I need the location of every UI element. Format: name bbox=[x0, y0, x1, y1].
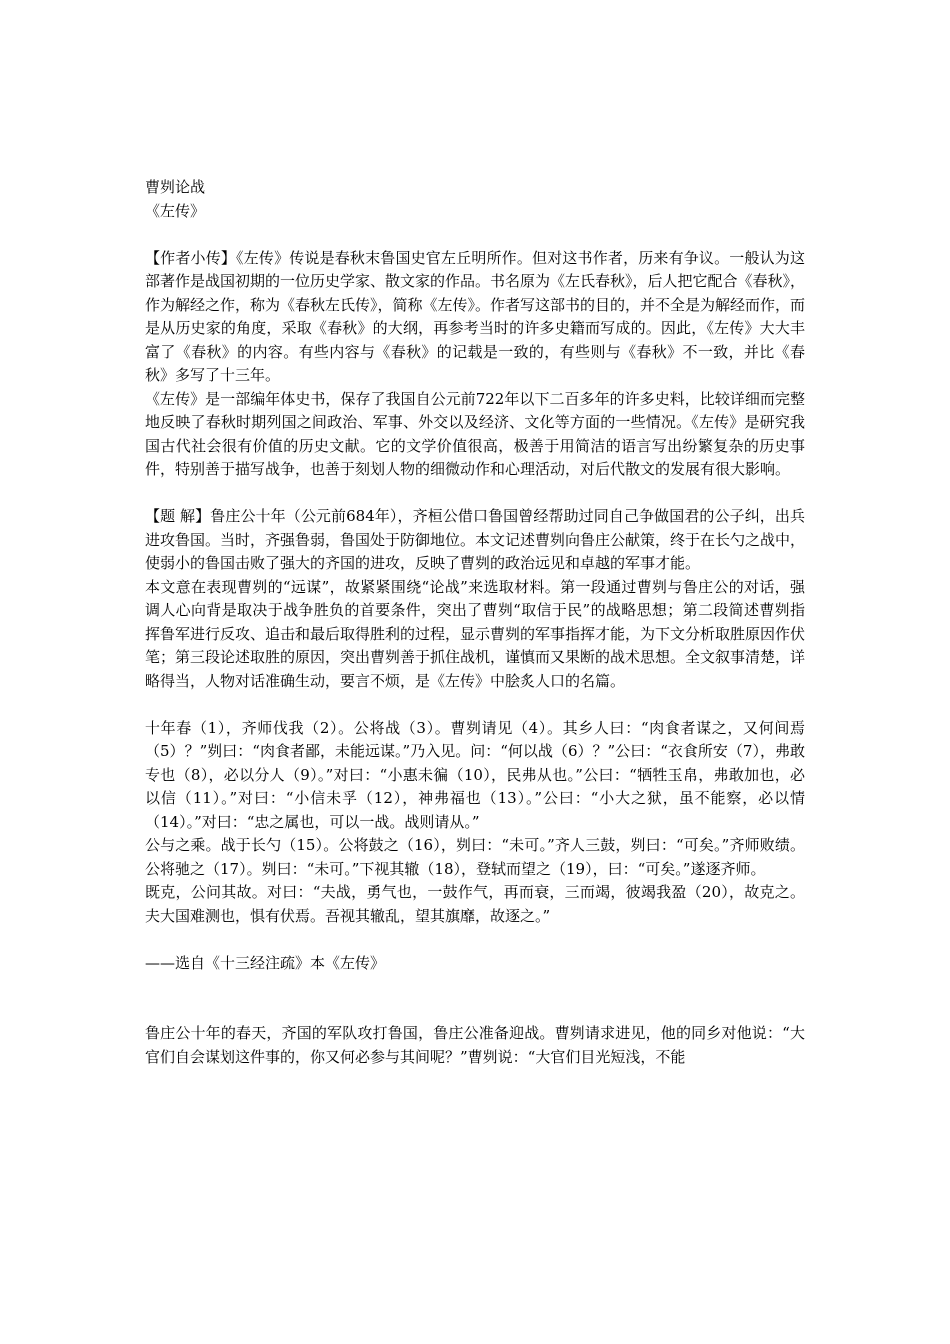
translation-paragraph: 鲁庄公十年的春天，齐国的军队攻打鲁国，鲁庄公准备迎战。曹刿请求进见，他的同乡对他说：“大官们自会谋划这件事的，你又何必参与其间呢？”曹刿说：“大官们目光短浅，不能 bbox=[145, 1024, 805, 1066]
spacer bbox=[145, 975, 805, 999]
theme-paragraph-2: 本文意在表现曹刿的“远谋”，故紧紧围绕“论战”来选取材料。第一段通过曹刿与鲁庄公的对话，强调人心向背是取决于战争胜负的首要条件，突出了曹刿“取信于民”的战略思想；第二段简述曹刿指挥鲁军进行反攻、追击和最后取得胜利的过程，显示曹刿的军事指挥才能，为下文分析取胜原因作伏笔；第三段论述取胜的原因，突出曹刿善于抓住战机，谨慎而又果断的战术思想。全文叙事清楚，详略得当，人物对话准确生动，要言不烦，是《左传》中脍炙人口的名篇。 bbox=[145, 577, 806, 690]
author-paragraph-1-text: 《左传》传说是春秋末鲁国史官左丘明所作。但对这书作者，历来有争议。一般认为这部著作是战国初期的一位历史学家、散文家的作品。书名原为《左氏春秋》，后人把它配合《春秋》，作为解经之作，称为《春秋左氏传》，简称《左传》。作者写这部书的目的，并不全是为解经而作，而是从历史家的角度，采取《春秋》的大纲，再参考当时的许多史籍而写成的。因此，《左传》大大丰富了《春秋》的内容。有些内容与《春秋》的记载是一致的，有些则与《春秋》不一致，并比《春秋》多写了十三年。 bbox=[145, 248, 806, 384]
spacer bbox=[145, 693, 805, 717]
author-paragraph-1 bbox=[145, 247, 805, 388]
spacer bbox=[145, 928, 805, 952]
theme-section-label: 【题 解】 bbox=[145, 507, 211, 525]
theme-paragraph-1 bbox=[145, 505, 805, 576]
source-citation: ——选自《十三经注疏》本《左传》 bbox=[145, 953, 386, 972]
original-paragraph-1: 十年春（1），齐师伐我（2）。公将战（3）。曹刿请见（4）。其乡人曰：“肉食者谋之，又何间焉（5）？”刿曰：“肉食者鄙，未能远谋。”乃入见。问：“何以战（6）？”公曰：“衣食所安（7），弗敢专也（8），必以分人（9）。”对曰：“小惠未徧（10），民弗从也。”公曰：“牺牲玉帛，弗敢加也，必以信（11）。”对曰：“小信未孚（12），神弗福也（13）。”公曰：“小大之狱，虽不能察，必以情（14）。”对曰：“忠之属也，可以一战。战则请从。” bbox=[145, 718, 805, 831]
spacer bbox=[145, 999, 805, 1023]
author-section-label: 【作者小传】 bbox=[145, 248, 237, 267]
spacer bbox=[145, 482, 805, 506]
document-body bbox=[145, 176, 805, 1069]
theme-paragraph-1-text: 鲁庄公十年（公元前684年），齐桓公借口鲁国曾经帮助过同自己争做国君的公子纠，出兵进攻鲁国。当时，齐强鲁弱，鲁国处于防御地位。本文记述曹刿向鲁庄公献策，终于在长勺之战中，使弱小的鲁国击败了强大的齐国的进攻，反映了曹刿的政治远见和卓越的军事才能。 bbox=[145, 507, 806, 572]
original-paragraph-2: 公与之乘。战于长勺（15）。公将鼓之（16），刿曰：“未可。”齐人三鼓，刿曰：“可矣。”齐师败绩。公将驰之（17）。刿曰：“未可。”下视其辙（18），登轼而望之（19），曰：“可矣。”遂逐齐师。 bbox=[145, 836, 805, 878]
original-paragraph-3: 既克，公问其故。对曰：“夫战，勇气也，一鼓作气，再而衰，三而竭，彼竭我盈（20），故克之。夫大国难测也，惧有伏焉。吾视其辙乱，望其旗靡，故逐之。” bbox=[145, 883, 805, 925]
author-paragraph-2: 《左传》是一部编年体史书，保存了我国自公元前722年以下二百多年的许多史料，比较详细而完整地反映了春秋时期列国之间政治、军事、外交以及经济、文化等方面的一些情况。《左传》是研究我国古代社会很有价值的历史文献。它的文学价值很高，极善于用简洁的语言写出纷繁复杂的历史事件，特别善于描写战争，也善于刻划人物的细微动作和心理活动，对后代散文的发展有很大影响。 bbox=[145, 389, 805, 478]
document-title: 曹刿论战 bbox=[145, 178, 206, 196]
document-subtitle: 《左传》 bbox=[145, 201, 206, 220]
spacer bbox=[145, 223, 805, 247]
